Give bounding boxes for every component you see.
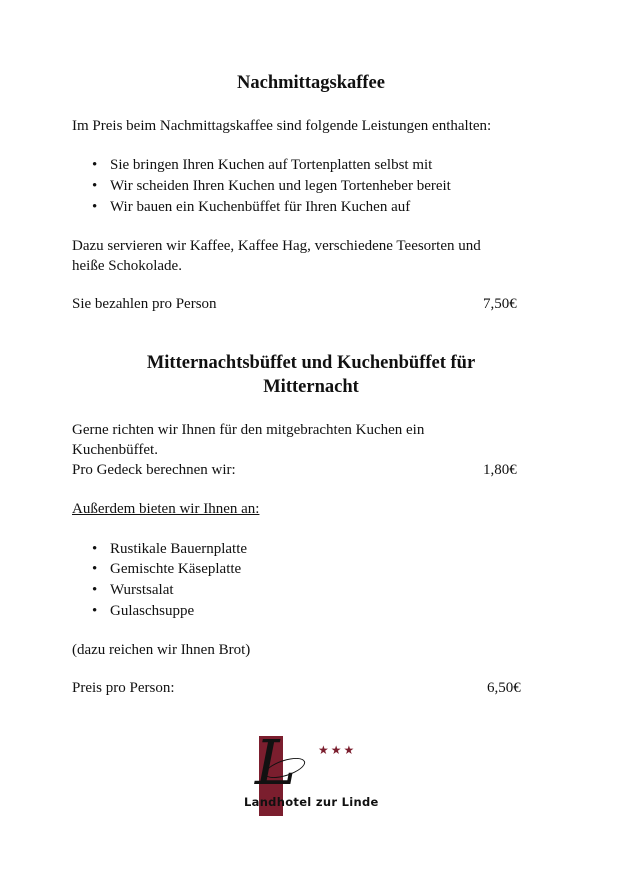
section2-gedeck-value: 1,80€	[483, 462, 517, 478]
section1-price-label: Sie bezahlen pro Person	[72, 296, 217, 312]
bullet-dot: •	[92, 561, 98, 577]
list-item: Wurstsalat	[110, 582, 174, 598]
section2-title-line2: Mitternacht	[263, 377, 359, 397]
section2-price-label: Preis pro Person:	[72, 680, 175, 696]
section1-price-value: 7,50€	[483, 296, 517, 312]
list-item: Gemischte Käseplatte	[110, 561, 242, 577]
section2-intro-line1: Gerne richten wir Ihnen für den mitgebrachten Kuchen ein	[72, 422, 425, 438]
bullet-dot: •	[92, 603, 98, 619]
list-item: Wir scheiden Ihren Kuchen und legen Tortenheber bereit	[110, 178, 451, 194]
logo-stars-icon: ★★★	[318, 743, 357, 757]
bullet-dot: •	[92, 582, 98, 598]
logo-letter: L	[255, 726, 297, 799]
section2-gedeck-label: Pro Gedeck berechnen wir:	[72, 462, 236, 478]
list-item: Rustikale Bauernplatte	[110, 541, 248, 557]
list-item: Gulaschsuppe	[110, 603, 195, 619]
section1-intro: Im Preis beim Nachmittagskaffee sind folgende Leistungen enthalten:	[72, 118, 492, 134]
section1-serve-line2: heiße Schokolade.	[72, 258, 182, 274]
bullet-dot: •	[92, 541, 98, 557]
bullet-dot: •	[92, 157, 98, 173]
list-item: Sie bringen Ihren Kuchen auf Tortenplatten selbst mit	[110, 157, 433, 173]
section2-intro-line2: Kuchenbüffet.	[72, 442, 158, 458]
section2-price-value: 6,50€	[487, 680, 521, 696]
section2-extra-heading: Außerdem bieten wir Ihnen an:	[72, 501, 260, 517]
logo-hotel-name: Landhotel zur Linde	[244, 795, 379, 809]
section1-title: Nachmittagskaffee	[237, 73, 385, 93]
section1-serve-line1: Dazu servieren wir Kaffee, Kaffee Hag, verschiedene Teesorten und	[72, 238, 481, 254]
list-item: Wir bauen ein Kuchenbüffet für Ihren Kuchen auf	[110, 199, 411, 215]
section2-title-line1: Mitternachtsbüffet und Kuchenbüffet für	[146, 353, 476, 373]
bullet-dot: •	[92, 178, 98, 194]
bullet-dot: •	[92, 199, 98, 215]
section2-note: (dazu reichen wir Ihnen Brot)	[72, 642, 251, 658]
